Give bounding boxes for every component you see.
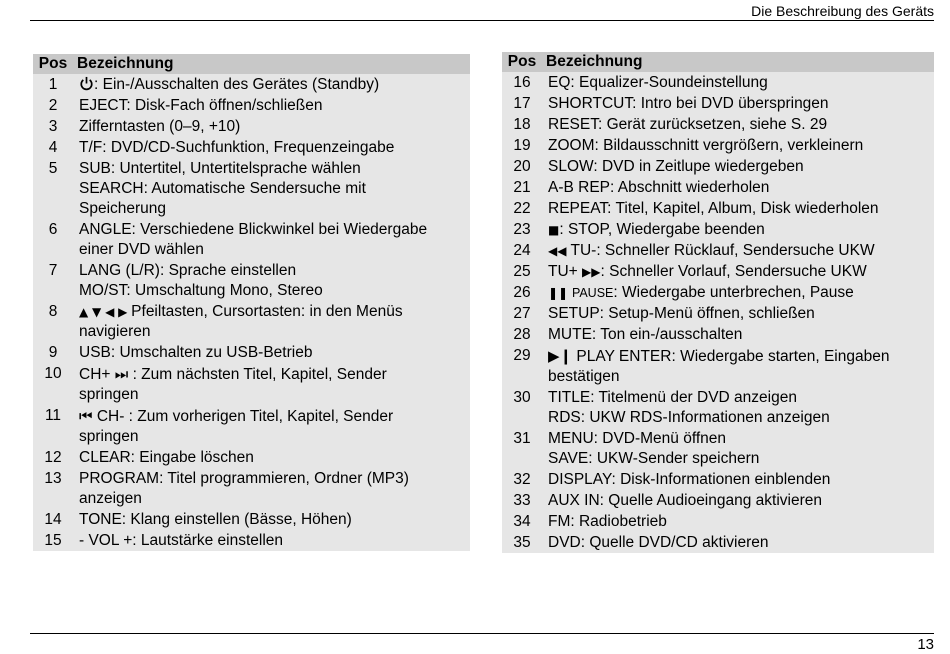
row-line: ▲ ▼ ◀ ▶ Pfeiltasten, Cursortasten: in den Menüs <box>79 303 403 320</box>
row-desc <box>542 428 934 469</box>
table-row <box>502 511 934 532</box>
row-pos: 13 <box>44 470 62 487</box>
row-desc <box>73 116 470 137</box>
table-row <box>33 137 470 158</box>
row-line: MENU: DVD-Menü öffnen <box>548 430 727 447</box>
row-line: Speicherung <box>79 200 167 217</box>
row-line: ANGLE: Verschiedene Blickwinkel bei Wiedergabe <box>79 221 428 238</box>
row-pos: 7 <box>48 262 58 279</box>
row-pos: 19 <box>513 137 531 154</box>
row-line: SHORTCUT: Intro bei DVD überspringen <box>548 95 829 112</box>
row-pos: 11 <box>44 407 62 424</box>
table-row <box>502 324 934 345</box>
row-desc <box>542 135 934 156</box>
row-line: REPEAT: Titel, Kapitel, Album, Disk wiederholen <box>548 200 879 217</box>
row-desc <box>73 509 470 530</box>
column-header-pos: Pos <box>502 52 542 72</box>
table-row <box>33 342 470 363</box>
row-pos: 17 <box>513 95 531 112</box>
stop-icon: ■ <box>548 223 560 237</box>
row-pos: 3 <box>48 118 58 135</box>
row-desc <box>542 324 934 345</box>
footer-divider <box>30 633 934 634</box>
row-pos: 16 <box>513 74 531 91</box>
row-line: SEARCH: Automatische Sendersuche mit <box>79 180 366 197</box>
row-desc <box>73 530 470 551</box>
row-line: MO/ST: Umschaltung Mono, Stereo <box>79 282 323 299</box>
row-line: EQ: Equalizer-Soundeinstellung <box>548 74 768 91</box>
table-row <box>33 509 470 530</box>
row-line: RDS: UKW RDS-Informationen anzeigen <box>548 409 830 426</box>
row-line: USB: Umschalten zu USB-Betrieb <box>79 344 313 361</box>
table-row <box>33 468 470 509</box>
row-desc <box>73 137 470 158</box>
column-header-desc: Bezeichnung <box>73 54 470 74</box>
row-line: SAVE: UKW-Sender speichern <box>548 450 760 467</box>
row-pos: 30 <box>513 389 531 406</box>
row-pos: 34 <box>513 513 531 530</box>
row-desc <box>73 468 470 509</box>
row-line: AUX IN: Quelle Audioeingang aktivieren <box>548 492 822 509</box>
row-pos: 6 <box>48 221 58 238</box>
row-line: einer DVD wählen <box>79 241 204 258</box>
table-row <box>502 156 934 177</box>
row-pos: 25 <box>513 263 531 280</box>
row-pos: 33 <box>513 492 531 509</box>
table-row <box>502 93 934 114</box>
row-line: A-B REP: Abschnitt wiederholen <box>548 179 770 196</box>
header-title: Die Beschreibung des Geräts <box>751 3 934 19</box>
row-line: SETUP: Setup-Menü öffnen, schließen <box>548 305 815 322</box>
row-pos: 27 <box>513 305 531 322</box>
rewind-icon: ◀◀ <box>548 244 567 258</box>
table-row <box>33 363 470 405</box>
row-pos: 26 <box>513 284 531 301</box>
row-pos: 14 <box>44 511 62 528</box>
column-header-desc: Bezeichnung <box>542 52 934 72</box>
row-desc <box>73 301 470 342</box>
row-desc <box>73 219 470 260</box>
next-track-icon: ⏭ <box>114 365 129 383</box>
row-desc <box>542 282 934 303</box>
prev-track-icon: ⏮ <box>79 407 93 425</box>
row-pos: 9 <box>48 344 58 361</box>
table-row <box>502 219 934 240</box>
table-row <box>33 116 470 137</box>
row-pos: 21 <box>513 179 531 196</box>
table-row <box>33 260 470 301</box>
row-desc <box>542 177 934 198</box>
row-pos: 12 <box>44 449 62 466</box>
row-pos: 2 <box>48 97 58 114</box>
row-pos: 22 <box>513 200 531 217</box>
row-desc <box>73 158 470 219</box>
table-row <box>502 135 934 156</box>
row-pos: 18 <box>513 116 531 133</box>
row-line: SUB: Untertitel, Untertitelsprache wählen <box>79 160 361 177</box>
row-line: navigieren <box>79 323 151 340</box>
table-row <box>502 345 934 387</box>
row-line: DISPLAY: Disk-Informationen einblenden <box>548 471 831 488</box>
row-desc <box>73 260 470 301</box>
table-row <box>502 282 934 303</box>
arrow-keys-icon: ▲ ▼ ◀ ▶ <box>79 305 132 319</box>
row-pos: 8 <box>48 303 58 320</box>
row-desc <box>542 532 934 553</box>
row-desc <box>542 303 934 324</box>
row-line: : Ein-/Ausschalten des Gerätes (Standby) <box>79 75 466 95</box>
row-desc <box>73 74 470 95</box>
page-header <box>30 0 934 21</box>
table-row <box>502 198 934 219</box>
row-desc <box>542 490 934 511</box>
row-desc <box>542 114 934 135</box>
row-line: PROGRAM: Titel programmieren, Ordner (MP3) <box>79 470 409 487</box>
row-line: bestätigen <box>548 368 620 385</box>
row-line: ZOOM: Bildausschnitt vergrößern, verkleinern <box>548 137 864 154</box>
table-row <box>33 219 470 260</box>
table-row <box>502 490 934 511</box>
row-pos: 35 <box>513 534 531 551</box>
row-desc <box>542 511 934 532</box>
table-row <box>502 532 934 553</box>
row-pos: 29 <box>513 347 531 364</box>
fast-forward-icon: ▶▶ <box>582 265 601 279</box>
row-line: TITLE: Titelmenü der DVD anzeigen <box>548 389 797 406</box>
row-pos: 28 <box>513 326 531 343</box>
row-line: springen <box>79 428 139 445</box>
row-line: - VOL +: Lautstärke einstellen <box>79 532 284 549</box>
row-pos: 32 <box>513 471 531 488</box>
power-icon <box>79 76 94 91</box>
table-row <box>33 447 470 468</box>
row-line: SLOW: DVD in Zeitlupe wiedergeben <box>548 158 804 175</box>
table-row <box>33 301 470 342</box>
table-row <box>502 261 934 282</box>
row-desc <box>73 447 470 468</box>
row-pos: 23 <box>513 221 531 238</box>
row-line: TONE: Klang einstellen (Bässe, Höhen) <box>79 511 352 528</box>
row-desc <box>542 469 934 490</box>
column-header-pos: Pos <box>33 54 73 74</box>
row-desc <box>73 363 470 405</box>
table-row <box>502 469 934 490</box>
table-row <box>502 177 934 198</box>
row-line: EJECT: Disk-Fach öffnen/schließen <box>79 97 323 114</box>
row-desc <box>542 156 934 177</box>
table-header-row <box>33 54 470 74</box>
row-line: ❚❚ PAUSE: Wiedergabe unterbrechen, Pause <box>548 284 854 301</box>
row-line: Zifferntasten (0–9, +10) <box>79 118 241 135</box>
row-desc <box>542 219 934 240</box>
row-line: FM: Radiobetrieb <box>548 513 667 530</box>
table-row <box>502 387 934 428</box>
row-desc <box>542 345 934 387</box>
row-pos: 15 <box>44 532 62 549</box>
table-row <box>502 303 934 324</box>
row-line: MUTE: Ton ein-/ausschalten <box>548 326 743 343</box>
row-line: LANG (L/R): Sprache einstellen <box>79 262 297 279</box>
pause-icon: ❚❚ <box>548 286 572 300</box>
row-pos: 31 <box>513 430 531 447</box>
table-row <box>502 428 934 469</box>
row-line: TU+ ▶▶: Schneller Vorlauf, Sendersuche UKW <box>548 263 867 280</box>
row-line: T/F: DVD/CD-Suchfunktion, Frequenzeingabe <box>79 139 395 156</box>
table-row <box>33 405 470 447</box>
row-desc <box>542 72 934 93</box>
row-pos: 4 <box>48 139 58 156</box>
row-pos: 20 <box>513 158 531 175</box>
row-pos: 24 <box>513 242 531 259</box>
row-line: CH+ ⏭ : Zum nächsten Titel, Kapitel, Sender <box>79 365 387 383</box>
row-line: anzeigen <box>79 490 142 507</box>
row-desc <box>542 240 934 261</box>
row-line: RESET: Gerät zurücksetzen, siehe S. 29 <box>548 116 828 133</box>
row-pos: 10 <box>44 365 62 382</box>
table-row <box>33 74 470 95</box>
row-line: ▶❙ PLAY ENTER: Wiedergabe starten, Eingaben <box>548 347 890 365</box>
row-desc <box>73 405 470 447</box>
row-desc <box>542 387 934 428</box>
row-desc <box>542 93 934 114</box>
row-desc <box>542 261 934 282</box>
table-header-row <box>502 52 934 72</box>
row-pos: 5 <box>48 160 58 177</box>
row-desc <box>542 198 934 219</box>
table-row <box>502 114 934 135</box>
row-desc <box>73 342 470 363</box>
row-line: ◀◀ TU-: Schneller Rücklauf, Sendersuche UKW <box>548 242 875 259</box>
legend-table-left <box>33 54 470 551</box>
page-number: 13 <box>917 636 934 653</box>
row-line: DVD: Quelle DVD/CD aktivieren <box>548 534 769 551</box>
row-line: ⏮ CH- : Zum vorherigen Titel, Kapitel, Sender <box>79 407 394 425</box>
row-line: ■: STOP, Wiedergabe beenden <box>548 221 765 238</box>
play-pause-icon: ▶❙ <box>548 347 573 365</box>
legend-table-right <box>502 52 934 553</box>
table-row <box>502 240 934 261</box>
table-row <box>33 530 470 551</box>
row-line: springen <box>79 386 139 403</box>
table-row <box>33 95 470 116</box>
row-line: CLEAR: Eingabe löschen <box>79 449 254 466</box>
table-row <box>33 158 470 219</box>
row-pos: 1 <box>48 76 58 93</box>
table-row <box>502 72 934 93</box>
row-desc <box>73 95 470 116</box>
